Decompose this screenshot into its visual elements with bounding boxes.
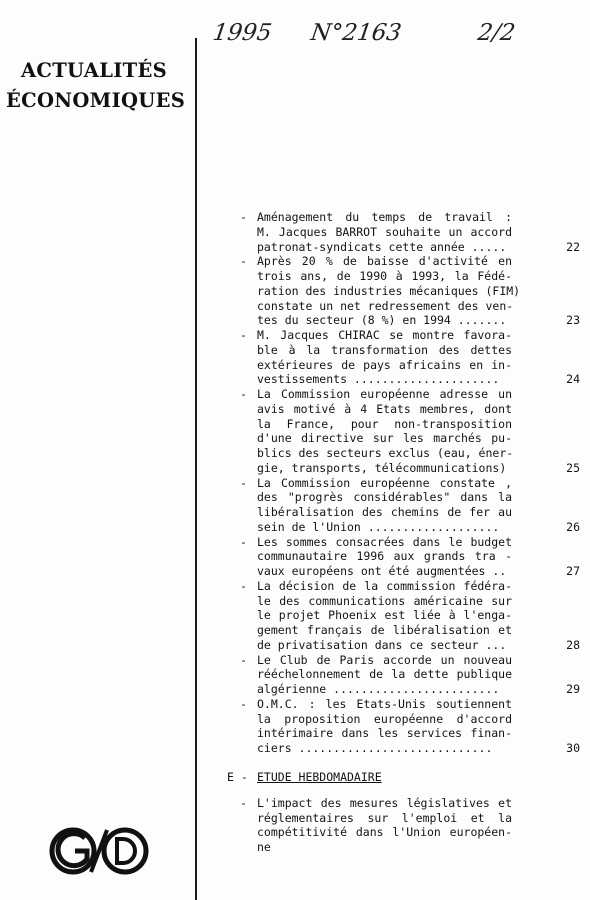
toc-item-line: communautaire 1996 aux grands tra -: [257, 549, 512, 564]
toc-item-page-number: 27: [566, 564, 580, 578]
toc-item-page-number: 30: [566, 741, 580, 755]
publication-title-line1: ACTUALITÉS: [21, 59, 167, 82]
toc-item-line: le projet Phoenix est liée à l'enga-: [257, 608, 512, 623]
toc-items: [236, 210, 580, 756]
entry-dash: -: [240, 795, 247, 810]
section-title: ETUDE HEBDOMADAIRE: [257, 769, 382, 784]
toc-item-line: ration des industries mécaniques (FIM): [257, 283, 521, 298]
toc-item-line: M. Jacques BARROT souhaite un accord: [257, 224, 512, 239]
toc-item: [236, 697, 580, 756]
toc-item-line: de privatisation dans ce secteur ...: [257, 637, 507, 652]
toc-item-line: patronat-syndicats cette année .....: [257, 239, 507, 254]
handwritten-year: 1995: [211, 20, 274, 46]
entry-dash: -: [240, 696, 247, 711]
toc-item: [236, 210, 580, 254]
toc-item-line: gie, transports, télécommunications): [257, 460, 507, 475]
entry-dash: -: [240, 387, 247, 401]
toc-item-line: O.M.C. : les Etats-Unis soutiennent: [257, 696, 512, 711]
entry-dash: -: [240, 475, 247, 490]
toc-item-line: intérimaire dans les services finan-: [257, 726, 512, 741]
section-letter: E -: [227, 769, 248, 784]
toc-item-line: gement français de libéralisation et: [257, 623, 512, 637]
table-of-contents: [227, 210, 580, 855]
etude-text: [257, 796, 512, 855]
toc-item-page-number: 29: [566, 682, 580, 696]
toc-item: [236, 579, 580, 653]
toc-item-line: trois ans, de 1990 à 1993, la Fédé-: [257, 269, 512, 283]
toc-item-line: extérieures de pays africains en in-: [257, 357, 512, 372]
toc-item-line: tes du secteur (8 %) en 1994 .......: [257, 313, 507, 328]
entry-dash: -: [240, 210, 247, 224]
etude-line: compétitivité dans l'Union européen-: [257, 825, 512, 840]
entry-dash: -: [240, 578, 247, 593]
handwritten-page: 2/2: [476, 20, 517, 46]
etude-line: ne: [257, 840, 271, 854]
section-heading: [227, 769, 580, 785]
vertical-divider: [195, 38, 197, 900]
toc-item-line: des "progrès considérables" dans la: [257, 490, 512, 505]
entry-dash: -: [240, 534, 247, 549]
toc-item-line: La Commission européenne adresse un: [257, 387, 512, 401]
toc-item-line: blics des secteurs exclus (eau, éner-: [257, 446, 514, 460]
entry-dash: -: [240, 254, 247, 269]
toc-item-page-number: 22: [566, 239, 580, 254]
toc-item-line: La décision de la commission fédéra-: [257, 578, 512, 593]
toc-item-line: vestissements .....................: [257, 372, 500, 387]
toc-item-line: Les sommes consacrées dans le budget: [257, 534, 512, 549]
entry-dash: -: [240, 328, 247, 342]
publication-title-line2: ÉCONOMIQUES: [6, 89, 186, 112]
toc-item-line: Le Club de Paris accorde un nouveau: [257, 652, 512, 667]
toc-item-page-number: 26: [566, 519, 580, 534]
toc-item-line: ble à la transformation des dettes: [257, 342, 512, 357]
toc-item-line: Aménagement du temps de travail :: [257, 210, 512, 224]
gd-logo: [47, 826, 151, 876]
toc-item: [236, 387, 580, 476]
toc-item: [236, 476, 580, 535]
toc-item-line: M. Jacques CHIRAC se montre favora-: [257, 328, 512, 342]
handwritten-number: N°2163: [309, 20, 403, 46]
toc-item-page-number: 25: [566, 460, 580, 475]
toc-item: [236, 328, 580, 387]
etude-line: réglementaires sur l'emploi et la: [257, 810, 512, 825]
toc-item-line: constate un net redressement des ven-: [257, 298, 514, 313]
toc-item-page-number: 23: [566, 313, 580, 328]
toc-item-line: libéralisation des chemins de fer au: [257, 505, 512, 519]
etude-line: L'impact des mesures législatives et: [257, 795, 512, 810]
etude-entry: [236, 796, 580, 855]
toc-item-line: La Commission européenne constate ,: [257, 475, 512, 490]
toc-item-page-number: 24: [566, 372, 580, 387]
toc-item-line: avis motivé à 4 Etats membres, dont: [257, 401, 512, 416]
toc-item-line: la proposition européenne d'accord: [257, 711, 512, 726]
toc-item-line: sein de l'Union ...................: [257, 519, 500, 534]
toc-item-line: ciers ............................: [257, 741, 493, 755]
entry-dash: -: [240, 652, 247, 667]
toc-item-line: rééchelonnement de la dette publique: [257, 667, 512, 682]
publication-title: [6, 56, 186, 116]
toc-item: [236, 653, 580, 697]
toc-item-line: le des communications américaine sur: [257, 593, 512, 608]
toc-item-line: vaux européens ont été augmentées ..: [257, 564, 507, 578]
toc-item-line: d'une directive sur les marchés pu-: [257, 431, 512, 446]
toc-item: [236, 535, 580, 579]
toc-item-page-number: 28: [566, 637, 580, 652]
toc-item-line: algérienne ........................: [257, 682, 500, 696]
toc-item: [236, 254, 580, 328]
toc-item-line: la France, pour non-transposition: [257, 416, 512, 431]
toc-item-line: Après 20 % de baisse d'activité en: [257, 254, 512, 269]
